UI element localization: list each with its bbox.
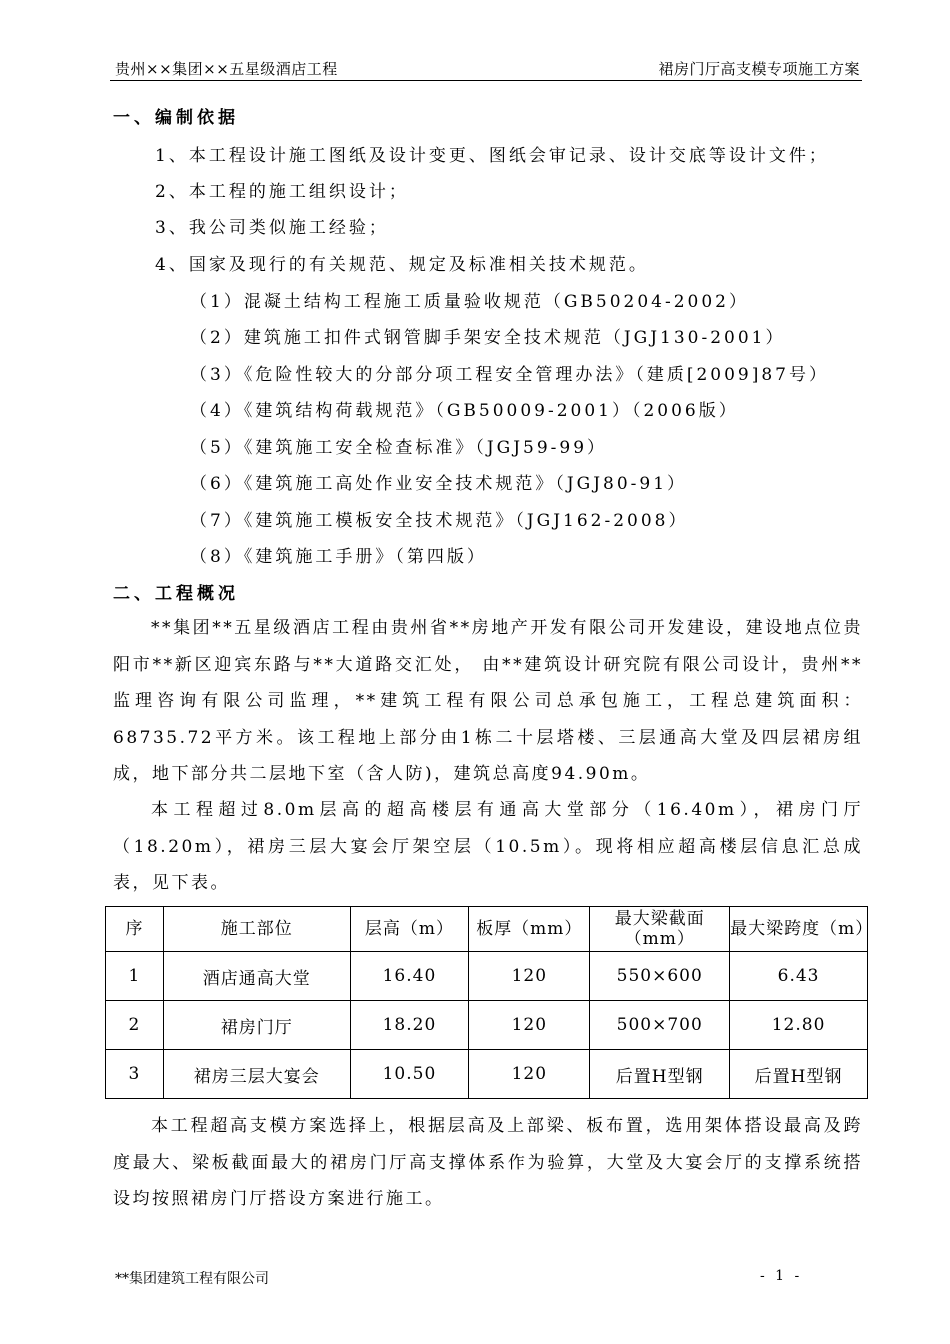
table-cell: 120 [469,1001,590,1050]
standard-item: （4）《建筑结构荷载规范》（GB50009-2001）（2006版） [190,401,739,421]
section1-item: 4、国家及现行的有关规范、规定及标准相关技术规范。 [155,255,649,275]
table-cell: 裙房三层大宴会 [163,1050,350,1099]
table-header-cell: 板厚（mm） [469,907,590,952]
table-row [106,952,868,1001]
table-cell: 酒店通高大堂 [163,952,350,1001]
section1-item: 3、我公司类似施工经验； [155,218,389,238]
section1-item: 2、本工程的施工组织设计； [155,182,409,202]
overview-paragraph-3: 本工程超高支模方案选择上，根据层高及上部梁、板布置，选用架体搭设最高及跨度最大、梁板截面最大的裙房门厅高支撑体系作为验算，大堂及大宴会厅的支撑系统搭设均按照裙房门厅搭设方案进行施工。 [113,1116,863,1209]
table-cell: 6.43 [730,952,868,1001]
table-cell: 18.20 [350,1001,469,1050]
page-number: - 1 - [760,1268,803,1284]
table-header-cell: 施工部位 [163,907,350,952]
table-cell: 550×600 [590,952,730,1001]
overview-paragraph-1: **集团**五星级酒店工程由贵州省**房地产开发有限公司开发建设，建设地点位贵阳市**新区迎宾东路与**大道路交汇处， 由**建筑设计研究院有限公司设计，贵州**监理咨询有限公司监理，**建筑工程有限公司总承包施工，工程总建筑面积：68735.72平方米。该工程地上部分由1栋二十层塔楼、三层通高大堂及四层裙房组成，地下部分共二层地下室（含人防)，建筑总高度94.90m。 [113,618,863,784]
table-header-cell: 最大梁截面（mm） [590,907,730,952]
table-cell: 10.50 [350,1050,469,1099]
standard-item: （8）《建筑施工手册》（第四版） [190,547,487,567]
header-divider [110,80,862,81]
table-row [106,1050,868,1099]
table-row [106,1001,868,1050]
table-cell: 3 [106,1050,164,1099]
table-cell: 120 [469,952,590,1001]
section1-item: 1、本工程设计施工图纸及设计变更、图纸会审记录、设计交底等设计文件； [155,146,829,166]
section1-title: 一、编制依据 [113,108,239,128]
standard-item: （6）《建筑施工高处作业安全技术规范》（JGJ80-91） [190,474,688,494]
table-header-cell: 层高（m） [350,907,469,952]
standard-item: （5）《建筑施工安全检查标准》（JGJ59-99） [190,438,608,458]
table-header-row [106,907,868,952]
table-cell: 2 [106,1001,164,1050]
header-left: 贵州××集团××五星级酒店工程 [115,60,338,78]
standard-item: （3）《危险性较大的分部分项工程安全管理办法》（建质[2009]87号） [190,365,829,385]
standard-item: （7）《建筑施工模板安全技术规范》（JGJ162-2008） [190,511,689,531]
high-floor-summary-table [105,906,874,1099]
header-right: 裙房门厅高支模专项施工方案 [658,60,860,78]
table-cell: 后置H型钢 [730,1050,868,1099]
table-cell: 后置H型钢 [590,1050,730,1099]
footer-company: **集团建筑工程有限公司 [115,1271,269,1287]
section2-title: 二、工程概况 [113,584,239,604]
table-header-cell: 最大梁跨度（m） [730,907,868,952]
table-cell: 1 [106,952,164,1001]
overview-paragraph-2: 本工程超过8.0m层高的超高楼层有通高大堂部分（16.40m），裙房门厅（18.20m），裙房三层大宴会厅架空层（10.5m）。现将相应超高楼层信息汇总成表，见下表。 [113,800,863,893]
table-cell: 12.80 [730,1001,868,1050]
table-cell: 120 [469,1050,590,1099]
table-cell: 裙房门厅 [163,1001,350,1050]
table-cell: 500×700 [590,1001,730,1050]
standard-item: （1）混凝土结构工程施工质量验收规范（GB50204-2002） [190,292,749,312]
table-cell: 16.40 [350,952,469,1001]
table-header-cell: 序 [106,907,164,952]
standard-item: （2）建筑施工扣件式钢管脚手架安全技术规范（JGJ130-2001） [190,328,786,348]
